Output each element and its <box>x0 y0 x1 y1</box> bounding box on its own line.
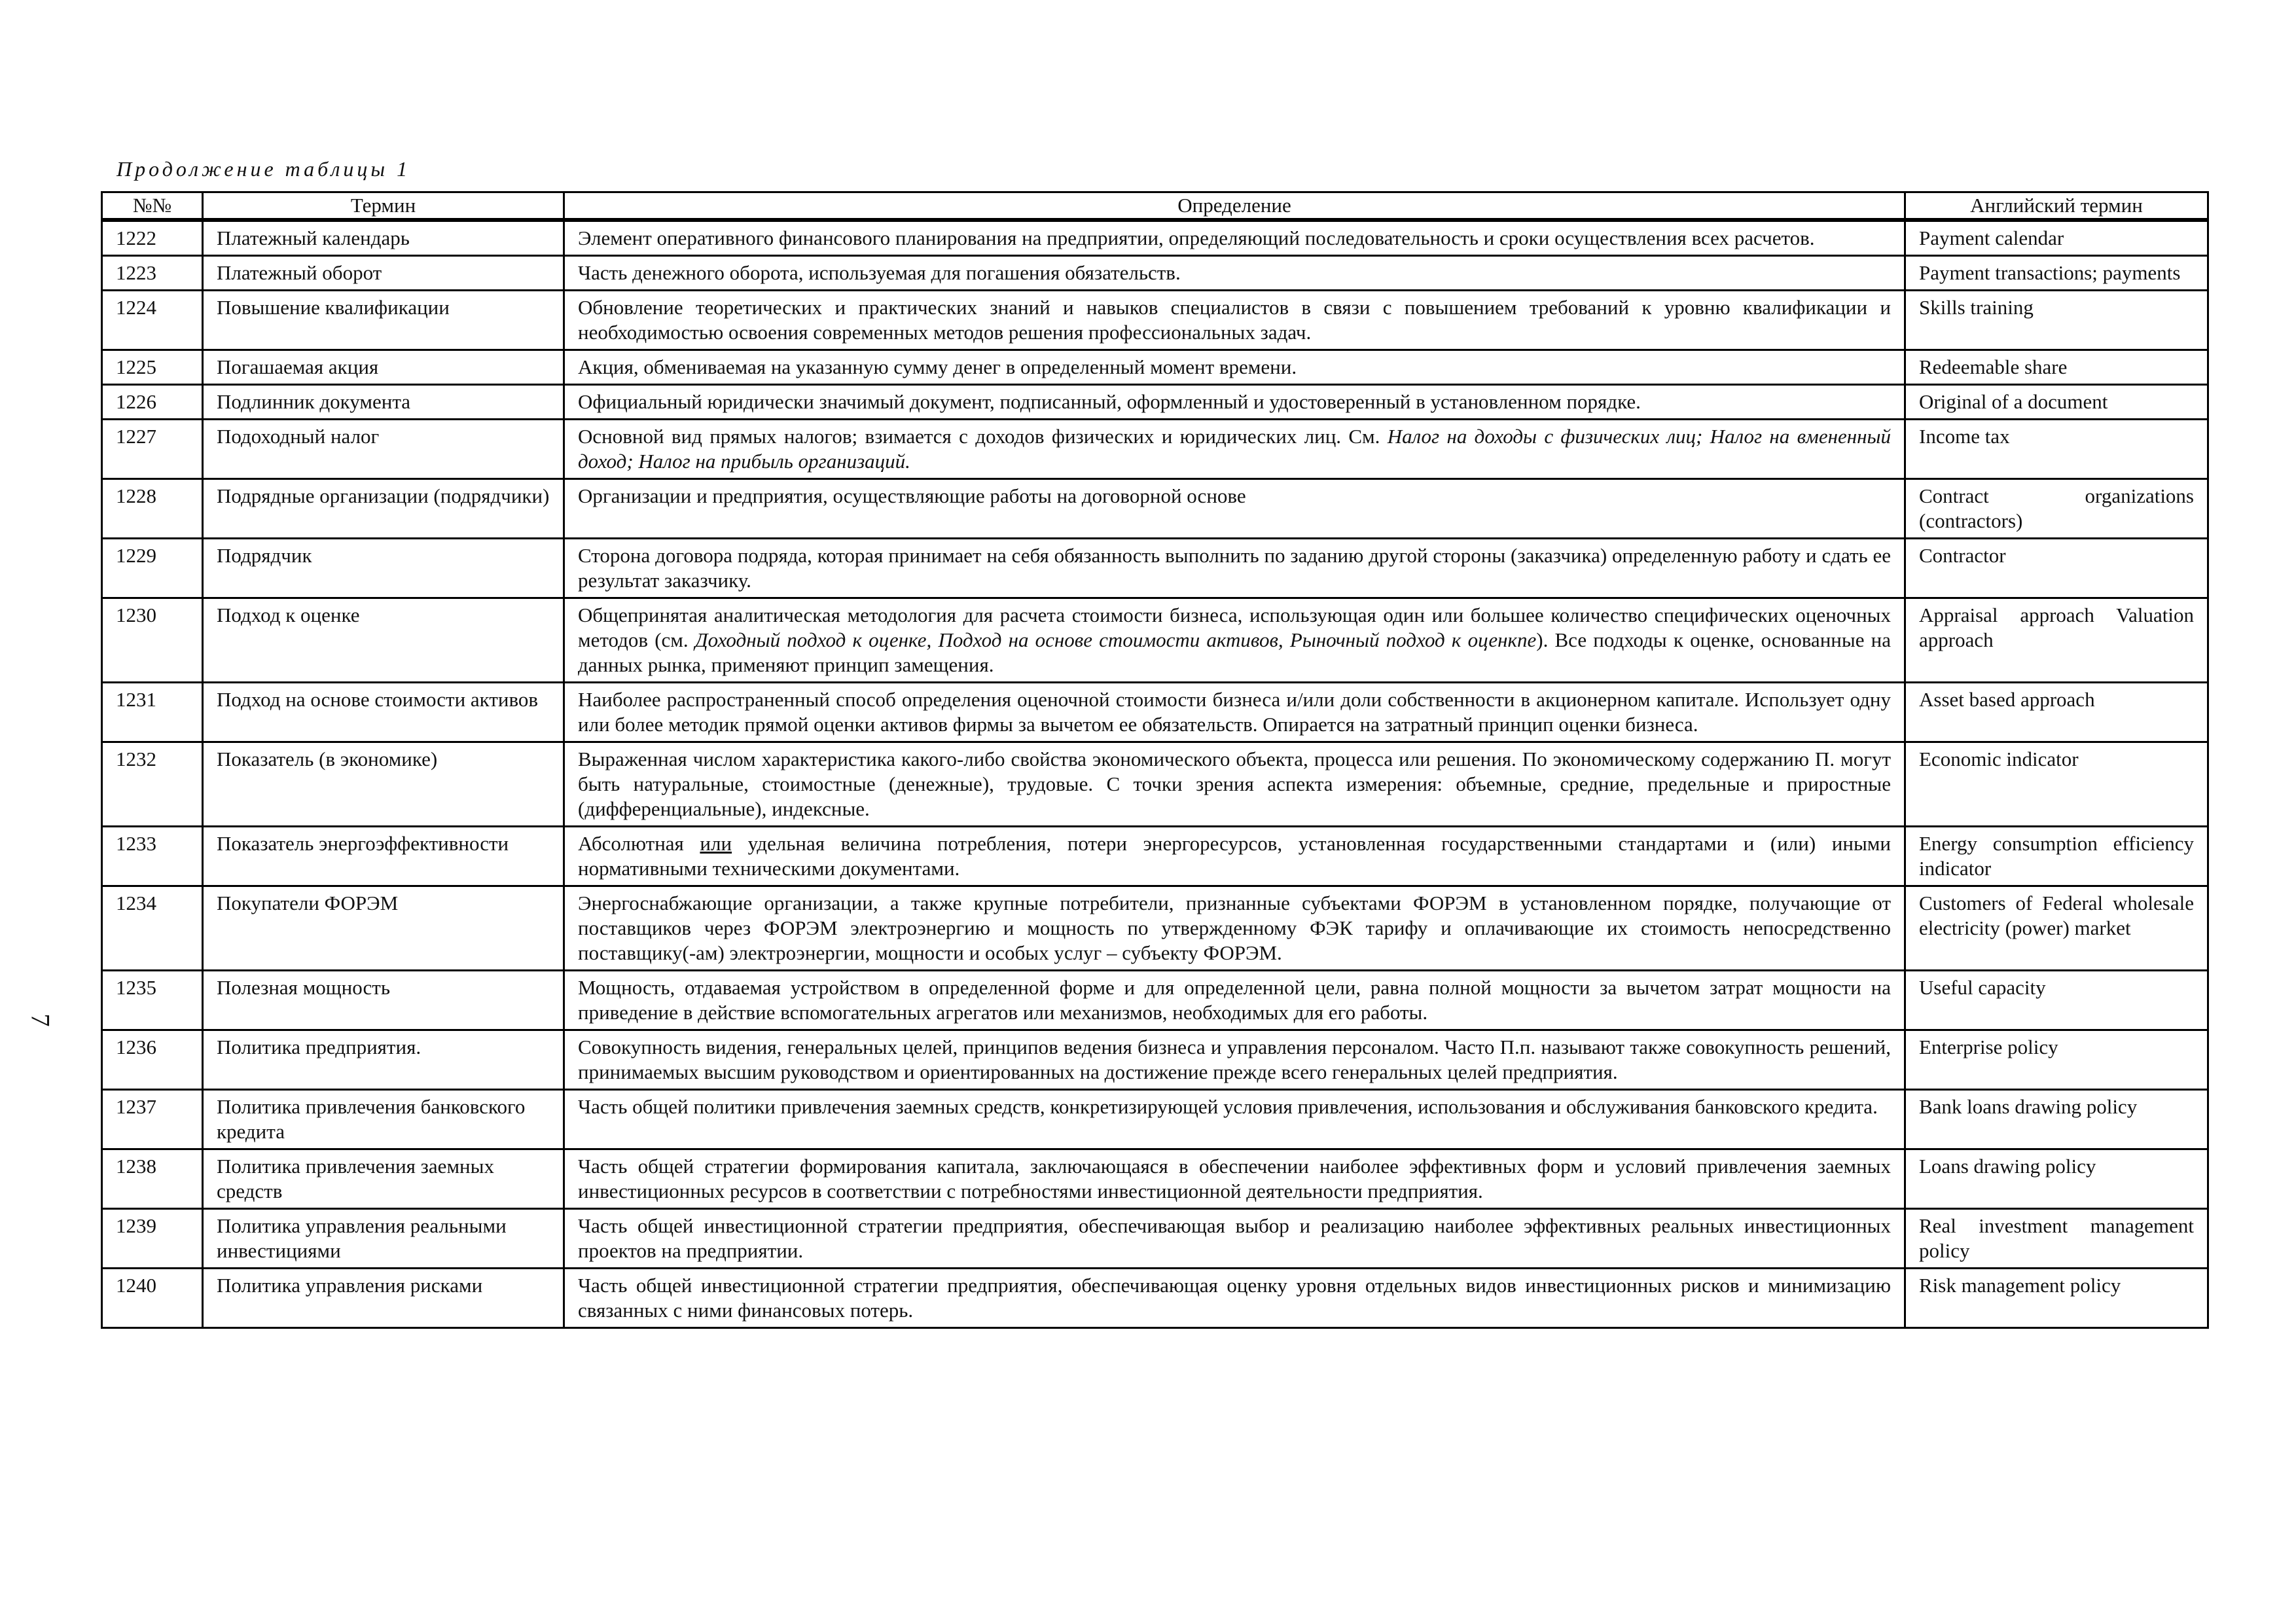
row-definition <box>564 1030 1905 1090</box>
row-english-term: Asset based approach <box>1905 683 2208 742</box>
table-row <box>102 350 2208 385</box>
definition-text: Сторона договора подряда, которая принимает на себя обязанность выполнить по заданию другой стороны (заказчика) определенную работу и сдать ее результат заказчику. <box>578 544 1891 592</box>
table-row <box>102 385 2208 420</box>
row-english-term: Loans drawing policy <box>1905 1149 2208 1209</box>
row-term: Погашаемая акция <box>203 350 564 385</box>
table-row <box>102 291 2208 350</box>
definition-text: Совокупность видения, генеральных целей, принципов ведения бизнеса и управления персоналом. Часто П.п. называют также совокупность решений, принимаемых высшим руководством и ориентированных на достижение прежде всего генеральных целей предприятия. <box>578 1036 1891 1083</box>
row-definition <box>564 1209 1905 1269</box>
table-row <box>102 1149 2208 1209</box>
row-number: 1233 <box>102 827 203 886</box>
row-number: 1224 <box>102 291 203 350</box>
row-number: 1226 <box>102 385 203 420</box>
row-english-term: Risk management policy <box>1905 1269 2208 1328</box>
row-definition <box>564 1269 1905 1328</box>
definition-text-continued: ). Все подходы к оценке, основанные на данных рынка, применяют принцип замещения. <box>578 628 1891 676</box>
definition-text: Часть общей инвестиционной стратегии предприятия, обеспечивающая выбор и реализацию наиболее эффективных реальных инвестиционных проектов на предприятии. <box>578 1214 1891 1262</box>
row-term: Подход к оценке <box>203 598 564 683</box>
table-row <box>102 1209 2208 1269</box>
table-row <box>102 886 2208 971</box>
definition-text: Общепринятая аналитическая методология для расчета стоимости бизнеса, использующая один или большее количество специфических оценочных методов (см. <box>578 604 1891 651</box>
row-definition <box>564 742 1905 827</box>
row-number: 1235 <box>102 971 203 1030</box>
row-definition <box>564 291 1905 350</box>
definition-text: Выраженная числом характеристика какого-либо свойства экономического объекта, процесса или решения. По экономическому содержанию П. могут быть натуральные, стоимостные (денежные), трудовые. С точки зрения аспекта измерения: объемные, средние, предельные и приростные (дифференциальные), индексные. <box>578 748 1891 820</box>
header-english: Английский термин <box>1905 192 2208 221</box>
definition-text: Часть денежного оборота, используемая для погашения обязательств. <box>578 261 1181 284</box>
row-term: Полезная мощность <box>203 971 564 1030</box>
row-definition <box>564 256 1905 291</box>
row-definition <box>564 1090 1905 1149</box>
row-english-term: Contract organizations (contractors) <box>1905 479 2208 539</box>
row-english-term: Economic indicator <box>1905 742 2208 827</box>
row-english-term: Real investment management policy <box>1905 1209 2208 1269</box>
row-english-term: Redeemable share <box>1905 350 2208 385</box>
row-english-term: Appraisal approach Valuation approach <box>1905 598 2208 683</box>
row-number: 1228 <box>102 479 203 539</box>
table-row <box>102 479 2208 539</box>
definition-text: Абсолютная <box>578 832 700 855</box>
table-row <box>102 1030 2208 1090</box>
definition-text: Акция, обмениваемая на указанную сумму денег в определенный момент времени. <box>578 355 1297 378</box>
row-number: 1231 <box>102 683 203 742</box>
definition-text: Мощность, отдаваемая устройством в определенной форме и для определенной цели, равна полной мощности за вычетом затрат мощности на приведение в действие вспомогательных агрегатов или механизмов, необходимых для его работы. <box>578 976 1891 1024</box>
definition-text: Наиболее распространенный способ определения оценочной стоимости бизнеса и/или доли собственности в акционерном капитале. Использует одну или более методик прямой оценки активов фирмы за вычетом ее обязательств. Опирается на затратный принцип оценки бизнеса. <box>578 688 1891 736</box>
table-row <box>102 256 2208 291</box>
definition-text: Часть общей стратегии формирования капитала, заключающаяся в обеспечении наиболее эффективных форм и условий привлечения заемных инвестиционных ресурсов в соответствии с потребностями инвестиционной деятельности предприятия. <box>578 1155 1891 1202</box>
row-english-term: Contractor <box>1905 539 2208 598</box>
row-definition <box>564 385 1905 420</box>
row-english-term: Income tax <box>1905 420 2208 479</box>
row-english-term: Enterprise policy <box>1905 1030 2208 1090</box>
row-english-term: Useful capacity <box>1905 971 2208 1030</box>
row-english-term: Payment transactions; payments <box>1905 256 2208 291</box>
table-caption: Продолжение таблицы 1 <box>117 157 411 181</box>
row-definition <box>564 971 1905 1030</box>
row-number: 1230 <box>102 598 203 683</box>
row-term: Подрядчик <box>203 539 564 598</box>
header-definition: Определение <box>564 192 1905 221</box>
definition-underlined-text: или <box>700 832 732 855</box>
table-row <box>102 420 2208 479</box>
row-english-term: Bank loans drawing policy <box>1905 1090 2208 1149</box>
row-number: 1240 <box>102 1269 203 1328</box>
definition-text: Элемент оперативного финансового планирования на предприятии, определяющий последовательность и сроки осуществления всех расчетов. <box>578 226 1815 249</box>
definition-cross-reference: Доходный подход к оценке, Подход на основе стоимости активов, Рыночный подход к оценкпе <box>694 628 1537 651</box>
definition-text-continued: удельная величина потребления, потери энергоресурсов, установленная государственными стандартами и (или) иными нормативными техническими документами. <box>578 832 1892 880</box>
definition-text: Часть общей политики привлечения заемных средств, конкретизирующей условия привлечения, использования и обслуживания банковского кредита. <box>578 1095 1878 1118</box>
row-definition <box>564 1149 1905 1209</box>
definition-text: Основной вид прямых налогов; взимается с доходов физических и юридических лиц. См. <box>578 425 1388 448</box>
table-row <box>102 1090 2208 1149</box>
row-definition <box>564 598 1905 683</box>
row-term: Платежный оборот <box>203 256 564 291</box>
table-row <box>102 742 2208 827</box>
table-header <box>102 192 2208 221</box>
row-term: Подлинник документа <box>203 385 564 420</box>
row-term: Подход на основе стоимости активов <box>203 683 564 742</box>
row-definition <box>564 539 1905 598</box>
row-english-term: Energy consumption efficiency indicator <box>1905 827 2208 886</box>
row-definition <box>564 479 1905 539</box>
row-english-term: Customers of Federal wholesale electricity (power) market <box>1905 886 2208 971</box>
definition-text: Энергоснабжающие организации, а также крупные потребители, признанные субъектами ФОРЭМ в установленном порядке, получающие от поставщиков через ФОРЭМ электроэнергию и мощность по утвержденному ФЭК тарифу и оплачивающие их стоимость непосредственно поставщику(-ам) электроэнергии, мощности и особых услуг – субъекту ФОРЭМ. <box>578 892 1891 964</box>
page-number: 7 <box>26 1013 56 1027</box>
row-term: Платежный календарь <box>203 220 564 256</box>
row-definition <box>564 350 1905 385</box>
row-number: 1232 <box>102 742 203 827</box>
row-number: 1223 <box>102 256 203 291</box>
row-definition <box>564 827 1905 886</box>
row-term: Показатель энергоэффективности <box>203 827 564 886</box>
header-num: №№ <box>102 192 203 221</box>
table-row <box>102 683 2208 742</box>
row-term: Политика привлечения заемных средств <box>203 1149 564 1209</box>
row-english-term: Skills training <box>1905 291 2208 350</box>
row-number: 1238 <box>102 1149 203 1209</box>
table-row <box>102 539 2208 598</box>
row-term: Подоходный налог <box>203 420 564 479</box>
row-number: 1239 <box>102 1209 203 1269</box>
glossary-table <box>101 191 2209 1329</box>
row-term: Подрядные организации (подрядчики) <box>203 479 564 539</box>
row-number: 1222 <box>102 220 203 256</box>
row-number: 1236 <box>102 1030 203 1090</box>
row-definition <box>564 420 1905 479</box>
row-english-term: Original of a document <box>1905 385 2208 420</box>
table-body <box>102 220 2208 1328</box>
row-term: Политика предприятия. <box>203 1030 564 1090</box>
table-row <box>102 598 2208 683</box>
row-definition <box>564 886 1905 971</box>
row-number: 1229 <box>102 539 203 598</box>
row-number: 1234 <box>102 886 203 971</box>
definition-cross-reference: Налог на доходы с физических лиц; Налог на вмененный доход; Налог на прибыль организаций. <box>578 425 1891 473</box>
table-row <box>102 1269 2208 1328</box>
row-term: Политика управления реальными инвестициями <box>203 1209 564 1269</box>
row-term: Показатель (в экономике) <box>203 742 564 827</box>
row-number: 1237 <box>102 1090 203 1149</box>
row-definition <box>564 683 1905 742</box>
row-english-term: Payment calendar <box>1905 220 2208 256</box>
row-term: Покупатели ФОРЭМ <box>203 886 564 971</box>
row-term: Повышение квалификации <box>203 291 564 350</box>
table-row <box>102 827 2208 886</box>
row-term: Политика привлечения банковского кредита <box>203 1090 564 1149</box>
header-term: Термин <box>203 192 564 221</box>
row-definition <box>564 220 1905 256</box>
definition-text: Часть общей инвестиционной стратегии предприятия, обеспечивающая оценку уровня отдельных видов инвестиционных рисков и минимизацию связанных с ними финансовых потерь. <box>578 1274 1891 1322</box>
definition-text: Официальный юридически значимый документ, подписанный, оформленный и удостоверенный в установленном порядке. <box>578 390 1641 413</box>
definition-text: Обновление теоретических и практических знаний и навыков специалистов в связи с повышением требований к уровню квалификации и необходимостью освоения современных методов решения профессиональных задач. <box>578 296 1891 344</box>
definition-text: Организации и предприятия, осуществляющие работы на договорной основе <box>578 484 1246 507</box>
row-number: 1225 <box>102 350 203 385</box>
table-row <box>102 971 2208 1030</box>
row-number: 1227 <box>102 420 203 479</box>
row-term: Политика управления рисками <box>203 1269 564 1328</box>
table-row <box>102 220 2208 256</box>
